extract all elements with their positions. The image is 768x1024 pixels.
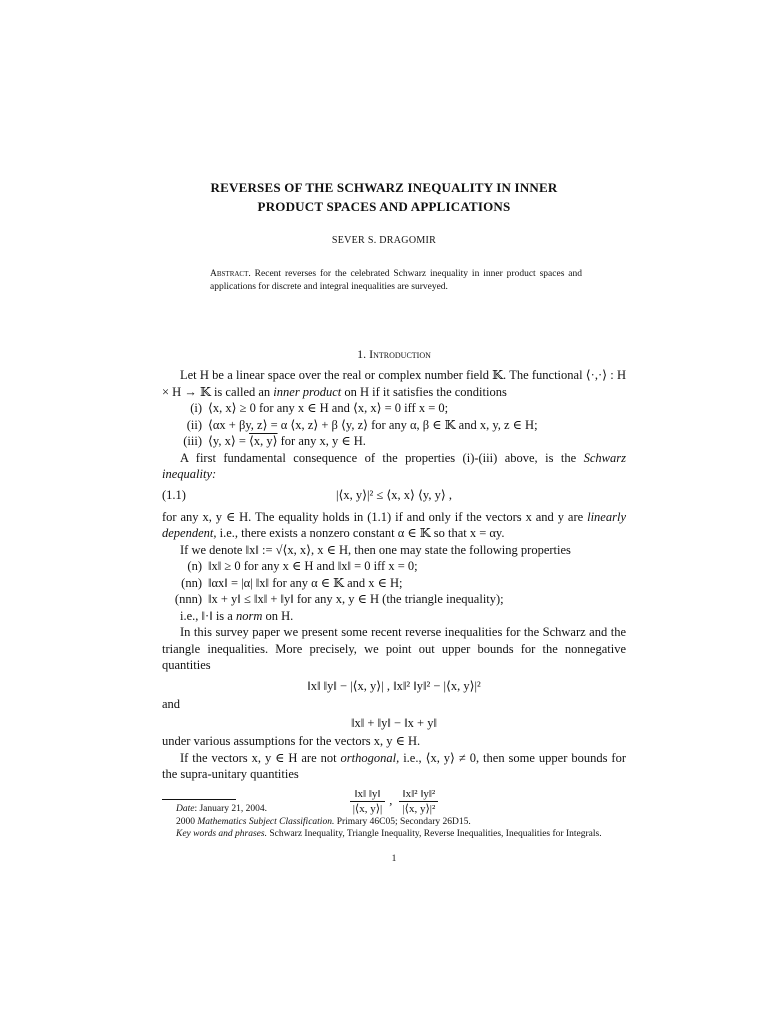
footnote-date: Date: January 21, 2004. [176,804,268,814]
paragraph-equality: for any x, y ∈ H. The equality holds in (1.1) if and only if the vectors x and y are linearly dependent, i.e., there exists a nonzero constant α ∈ 𝕂 so that x = αy. [162,509,626,540]
title-line-1: REVERSES OF THE SCHWARZ INEQUALITY IN INNER [210,180,558,195]
display-fractions: $\frac{‖x‖ ‖y‖}{|⟨x, y⟩|}$ , $\frac{\text{‖x‖² ‖y‖²}}{\text{|⟨x, y⟩|²}}$ [162,787,626,816]
footnote-msc: 2000 Mathematics Subject Classification. Primary 46C05; Secondary 26D15. [176,816,471,827]
display-quantities-2: ‖x‖ + ‖y‖ − ‖x + y‖ [351,715,437,730]
paragraph-inner-product: Let H be a linear space over the real or complex number field 𝕂. The functional ⟨·,·⟩ : H × H → 𝕂 is called an inner product on H if it satisfies the conditions [162,368,626,399]
abstract [210,268,582,294]
paragraph-schwarz: A first fundamental consequence of the properties (i)-(iii) above, is the Schwarz inequality: [162,450,626,481]
footnotes [162,803,626,841]
norm-property-n: (n) ‖x‖ ≥ 0 for any x ∈ H and ‖x‖ = 0 iff x = 0; [187,559,418,573]
paragraph-norm-conclusion: i.e., ‖·‖ is a norm on H. [180,608,294,623]
body-text [162,367,626,816]
section-number: 1. [357,347,367,361]
equation-1-1 [162,487,626,507]
abstract-text: Recent reverses for the celebrated Schwarz inequality in inner product spaces and applications for discrete and integral inequalities are surveyed. [210,269,583,292]
title-line-2: PRODUCT SPACES AND APPLICATIONS [257,199,511,214]
paragraph-norm: If we denote ‖x‖ := √⟨x, x⟩, x ∈ H, then one may state the following properties [180,542,571,557]
section-title: Introduction [369,347,431,361]
fraction-1: $\frac{‖x‖ ‖y‖}{|⟨x, y⟩|}$ [350,787,386,816]
page-number: 1 [391,854,397,864]
paragraph-survey: In this survey paper we present some recent reverse inequalities for the Schwarz and the triangle inequalities. More precisely, we point out upper bounds for the nonnegative quantities [162,625,626,672]
equation-text: |⟨x, y⟩|² ≤ ⟨x, x⟩ ⟨y, y⟩ , [336,487,452,502]
fraction-2: $\frac{\text{‖x‖² ‖y‖²}}{\text{|⟨x, y⟩|²}}$ [399,787,438,816]
condition-iii: (iii) ⟨y, x⟩ = ⟨x, y⟩ for any x, y ∈ H. [183,434,366,448]
paragraph-assumptions: under various assumptions for the vectors x, y ∈ H. [162,734,421,748]
display-quantities-1: ‖x‖ ‖y‖ − |⟨x, y⟩| , ‖x‖² ‖y‖² − |⟨x, y⟩|² [307,678,481,693]
footnote-keywords: Key words and phrases. Schwarz Inequality, Triangle Inequality, Reverse Inequalities, Inequalities for Integrals. [176,829,602,839]
norm-property-nnn: (nnn) ‖x + y‖ ≤ ‖x‖ + ‖y‖ for any x, y ∈ H (the triangle inequality); [174,592,504,606]
abstract-label: Abstract. [210,269,251,279]
condition-ii: (ii) ⟨αx + βy, z⟩ = α ⟨x, z⟩ + β ⟨y, z⟩ for any α, β ∈ 𝕂 and x, y, z ∈ H; [186,417,538,432]
author-name: SEVER S. DRAGOMIR [331,235,437,246]
section-heading [162,347,626,362]
norm-property-nn: (nn) ‖αx‖ = |α| ‖x‖ for any α ∈ 𝕂 and x ∈ H; [181,575,403,590]
condition-i: (i) ⟨x, x⟩ ≥ 0 for any x ∈ H and ⟨x, x⟩ = 0 iff x = 0; [190,401,449,415]
paragraph-orthogonal: If the vectors x, y ∈ H are not orthogonal, i.e., ⟨x, y⟩ ≠ 0, then some upper bounds for the supra-unitary quantities [162,750,626,781]
footnote-divider [162,799,236,800]
equation-number: (1.1) [162,487,186,502]
word-and: and [162,697,181,711]
paper-title [150,178,618,216]
